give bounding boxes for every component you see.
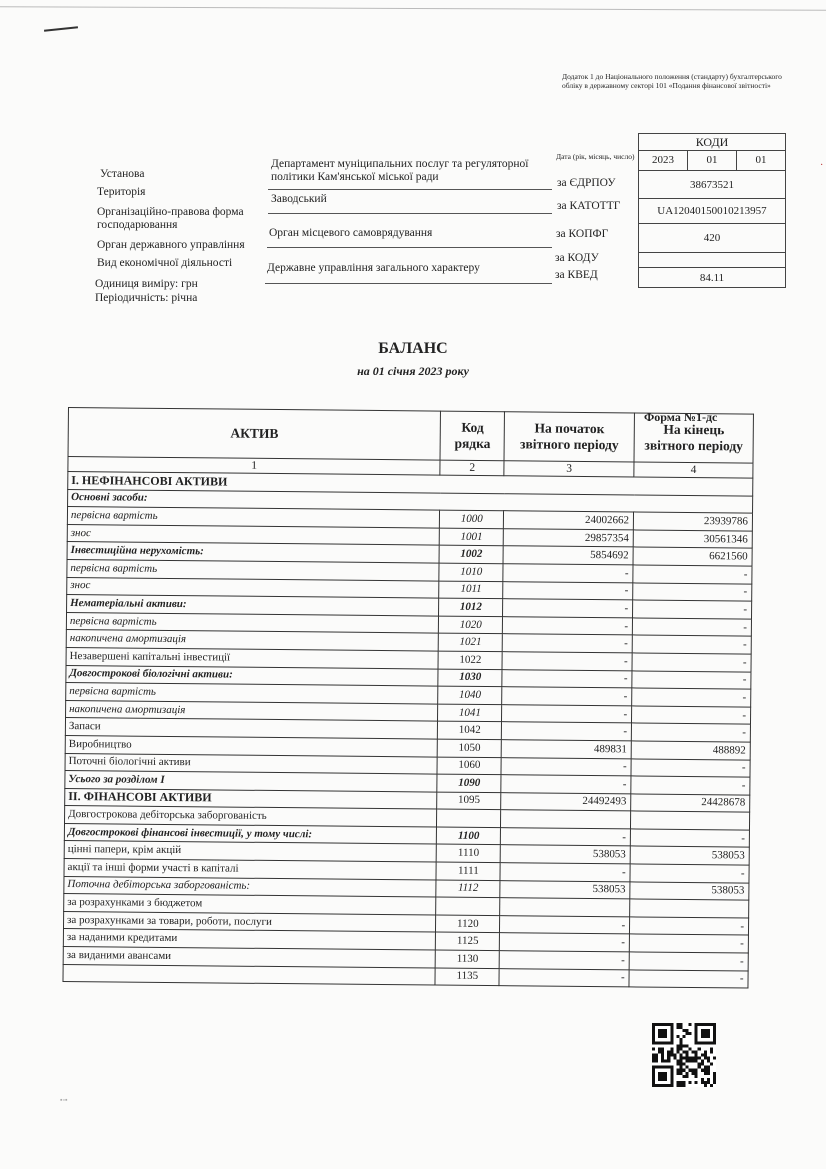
header-code: Код рядка [440,411,504,461]
row-start-value: 489831 [501,740,631,759]
row-end-value: - [630,864,749,883]
territory-value: Заводський [271,193,327,205]
row-start-value: 538053 [500,845,630,864]
table-header-row [68,408,753,464]
row-code: 1042 [438,721,502,739]
row-label: за розрахунками за товари, роботи, послуги [63,911,435,932]
activity-value: Державне управління загального характеру [267,262,480,274]
underline [268,189,552,190]
code-kopfg: 420 [639,224,785,253]
underline [268,213,552,214]
row-code: 1130 [435,950,499,968]
row-end-value: 488892 [631,741,750,760]
row-label: накопичена амортизація [66,630,438,651]
codes-head: КОДИ [639,134,785,151]
row-start-value: 29857354 [503,528,633,547]
kopfg-label: за КОПФГ [556,228,609,240]
code-kodu [639,253,785,268]
row-label: знос [67,524,439,545]
row-start-value: - [502,634,632,653]
col-number: 1 [68,457,440,476]
kved-label: за КВЕД [555,269,598,281]
row-start-value: - [503,616,633,635]
row-start-value: - [502,722,632,741]
label-unit: Одиниця виміру: грн [95,278,198,290]
codes-date [639,151,785,171]
row-label: первісна вартість [66,683,438,704]
row-label: за розрахунками з бюджетом [64,894,436,915]
document-title: БАЛАНС [378,340,448,357]
row-label: Поточні біологічні активи [65,753,437,774]
row-start-value [501,810,631,829]
row-start-value: - [502,652,632,671]
row-label: ІІ. ФІНАНСОВІ АКТИВИ [65,788,437,809]
row-start-value: - [501,775,631,794]
row-label: акції та інші форми участі в капіталі [64,859,436,880]
row-end-value: - [631,776,750,795]
row-start-value: - [503,564,633,583]
row-end-value: - [632,618,751,637]
header-end: На кінець звітного періоду [634,413,753,463]
code-katottg: UA12040150010213957 [639,199,785,224]
table-body [63,472,753,989]
row-start-value [500,898,630,917]
header-start: На початок звітного періоду [504,412,634,462]
row-start-value: - [499,968,629,987]
row-code [436,897,500,915]
row-end-value: - [629,952,748,971]
row-label: Нематеріальні активи: [67,595,439,616]
row-end-value: - [633,565,752,584]
scan-footer-smudge: ▪▫▪ [60,1096,68,1104]
row-code: 1010 [439,563,503,581]
row-end-value: - [630,917,749,936]
row-code: 1011 [439,581,503,599]
row-start-value: - [500,933,630,952]
row-label: накопичена амортизація [66,700,438,721]
row-label: Довгострокові біологічні активи: [66,665,438,686]
row-code: 1040 [438,686,502,704]
label-territory: Територія [97,186,146,198]
row-end-value: - [633,600,752,619]
form-number: Форма №1-дс [644,410,718,424]
row-end-value: - [632,653,751,672]
row-code: 1001 [440,528,504,546]
code-edrpou: 38673521 [639,171,785,199]
edrpou-label: за ЄДРПОУ [557,177,616,189]
row-code: 1021 [439,633,503,651]
row-code: 1090 [437,774,501,792]
row-label: Основні засоби: [68,489,753,513]
row-label: за виданими авансами [63,947,435,968]
scan-mark: · [820,160,824,171]
label-period: Періодичність: річна [95,292,198,304]
kodu-label: за КОДУ [555,252,599,264]
org-form-value: Орган місцевого самоврядування [269,227,433,239]
row-start-value: - [502,704,632,723]
row-start-value: - [501,757,631,776]
row-code [437,809,501,827]
col-number: 3 [504,461,634,477]
header-note: Додаток 1 до Національного положення (стандарту) бухгалтерського обліку в державному секторі 101 «Подання фінансової звітності» [562,72,782,90]
header-asset: АКТИВ [68,408,441,461]
row-code: 1022 [438,651,502,669]
row-code: 1112 [436,880,500,898]
row-start-value: 538053 [500,880,630,899]
row-label: Поточна дебіторська заборгованість: [64,876,436,897]
row-code: 1111 [436,862,500,880]
document-subtitle: на 01 січня 2023 року [357,364,469,378]
row-start-value: - [503,599,633,618]
row-label [63,964,435,985]
row-code: 1110 [436,845,500,863]
row-start-value: - [499,951,629,970]
code-day: 01 [755,154,767,166]
row-end-value: - [629,970,748,989]
row-end-value: - [629,934,748,953]
label-org-form: Організаційно-правова форма господарювання [97,206,244,231]
row-end-value [630,899,749,918]
row-code: 1095 [437,792,501,810]
row-end-value: 30561346 [633,530,752,549]
row-end-value [631,811,750,830]
col-number: 4 [634,462,753,478]
row-label: первісна вартість [67,559,439,580]
pen-mark [44,26,78,32]
row-label: за наданими кредитами [63,929,435,950]
code-year: 2023 [639,151,688,170]
row-code: 1135 [435,968,499,986]
row-start-value: - [501,828,631,847]
row-end-value: 538053 [630,846,749,865]
row-end-value: 538053 [630,882,749,901]
row-label: Інвестиційна нерухомість: [67,542,439,563]
row-label: Запаси [65,718,437,739]
row-code: 1100 [437,827,501,845]
row-label: Довгострокова дебіторська заборгованість [65,806,437,827]
row-end-value: 23939786 [633,512,752,531]
row-code: 1050 [438,739,502,757]
row-start-value: 24002662 [504,511,634,530]
row-start-value: - [502,687,632,706]
row-end-value: - [632,688,751,707]
row-label: І. НЕФІНАНСОВІ АКТИВИ [68,472,753,496]
row-code: 1125 [436,932,500,950]
col-number: 2 [440,460,504,476]
row-end-value: - [632,635,751,654]
balance-table [62,407,753,989]
row-label: первісна вартість [66,612,438,633]
row-start-value: - [502,669,632,688]
row-end-value: - [633,582,752,601]
row-label: Незавершені капітальні інвестиції [66,647,438,668]
underline [267,247,552,248]
row-start-value: - [500,916,630,935]
row-end-value: - [631,723,750,742]
row-start-value: - [500,863,630,882]
row-label: первісна вартість [67,507,439,528]
institution-value: Департамент муніципальних послуг та регуляторної політики Кам'янської міської ради [271,158,529,183]
katottg-label: за КАТОТТГ [557,200,621,212]
row-start-value: 24492493 [501,792,631,811]
codes-box [638,133,786,288]
row-code: 1060 [437,757,501,775]
row-code: 1012 [439,598,503,616]
row-label: Виробництво [65,735,437,756]
qr-code [652,1023,716,1087]
row-end-value: 24428678 [631,794,750,813]
row-code: 1041 [438,704,502,722]
row-end-value: - [631,758,750,777]
row-code: 1120 [436,915,500,933]
label-gov-body: Орган державного управління [97,239,245,251]
row-start-value: - [503,581,633,600]
code-kved: 84.11 [699,271,725,284]
underline [265,283,552,284]
row-end-value: - [632,670,751,689]
row-code: 1002 [439,545,503,563]
row-end-value: - [632,706,751,725]
row-start-value: 5854692 [503,546,633,565]
label-activity: Вид економічної діяльності [97,257,233,269]
row-end-value: - [630,829,749,848]
row-code: 1030 [438,669,502,687]
row-code: 1000 [440,510,504,528]
row-label: цінні папери, крім акцій [64,841,436,862]
row-label: знос [67,577,439,598]
row-label: Довгострокові фінансові інвестиції, у тому числі: [64,823,436,844]
label-institution: Установа [100,168,145,180]
row-end-value: 6621560 [633,547,752,566]
date-label: Дата (рік, місяць, число) [556,152,635,161]
code-month: 01 [688,151,737,170]
row-label: Усього за розділом І [65,771,437,792]
scan-edge-line [0,6,826,11]
row-code: 1020 [439,616,503,634]
